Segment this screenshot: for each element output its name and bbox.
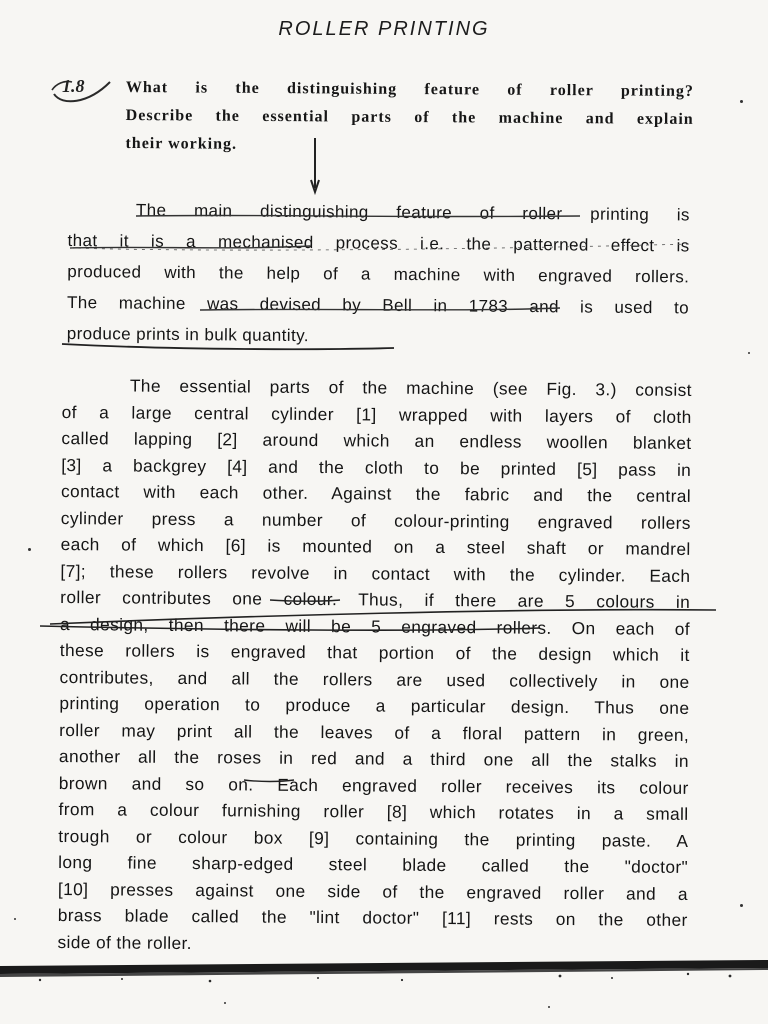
paragraph-line: brass blade called the "lint doctor" [11] rests on the other [57,904,688,930]
paragraph-line: The machine was devised by Bell in 1783 and is used to [66,292,690,318]
pen-underline-paragraph-1 [60,212,700,362]
question-line: Describe the essential parts of the machine and explain [125,106,694,128]
paragraph-line: roller may print all the leaves of a floral pattern in green, [59,719,690,745]
paragraph-line: cylinder press a number of colour-printing engraved rollers [60,507,691,533]
paragraph-line: roller contributes one colour. Thus, if there are 5 colours in [60,586,691,612]
question-line: What is the distinguishing feature of roller printing? [125,78,694,100]
paragraph-line: each of which [6] is mounted on a steel shaft or mandrel [60,533,691,559]
paragraph-line: trough or colour box [9] containing the printing paste. A [58,825,689,851]
question-line: their working. [125,134,238,153]
paragraph-line: printing operation to produce a particular design. Thus one [59,692,690,718]
handwritten-arrow-mark [306,136,326,196]
paragraph-line: produce prints in bulk quantity. [66,323,309,346]
scan-speck [740,904,743,907]
paragraph-line: of a large central cylinder [1] wrapped with layers of cloth [61,401,692,427]
paragraph-line: another all the roses in red and a third one all the stalks in [58,745,690,771]
paragraph-line: contributes, and all the rollers are used collectively in one [59,666,690,692]
paragraph-line: [3] a backgrey [4] and the cloth to be printed [5] pass in [61,454,692,480]
scan-edge-noise [0,954,768,984]
scan-speck [28,548,31,551]
scan-speck [740,100,743,103]
paragraph-line: brown and so on. Each engraved roller receives its colour [58,772,689,798]
scan-speck [748,352,750,354]
paragraph-line: from a colour furnishing roller [8] which rotates in a small [58,798,689,824]
paragraph-line: [10] presses against one side of the engraved roller and a [57,878,689,904]
paragraph-line: these rollers is engraved that portion of the design which it [59,639,690,665]
page-header-title: ROLLER PRINTING [278,18,490,40]
scan-speck [14,918,16,920]
scan-speck [224,1002,226,1004]
paragraph-line: [7]; these rollers revolve in contact with the cylinder. Each [60,560,691,586]
paragraph-line: The essential parts of the machine (see Fig. 3.) consist [129,375,692,400]
scan-speck [548,1006,550,1008]
paragraph-line: long fine sharp-edged steel blade called the "doctor" [58,851,689,877]
paragraph-line: The main distinguishing feature of roller printing is [135,200,690,225]
handwritten-circle-mark [48,72,128,108]
paragraph-line: side of the roller. [57,931,193,953]
paragraph-line: produced with the help of a machine with engraved rollers. [67,261,690,287]
paragraph-line: that it is a mechanised process i.e. the patterned effect is [67,230,690,256]
question-text [125,74,694,162]
paragraph-line: contact with each other. Against the fabric and the central [60,480,692,506]
paragraph-line: a design, then there will be 5 engraved rollers. On each of [59,613,691,639]
paragraph-line: called lapping [2] around which an endless woollen blanket [61,427,692,453]
pen-underline-paragraph-2 [40,596,730,796]
question-number: 1.8 [62,76,85,96]
